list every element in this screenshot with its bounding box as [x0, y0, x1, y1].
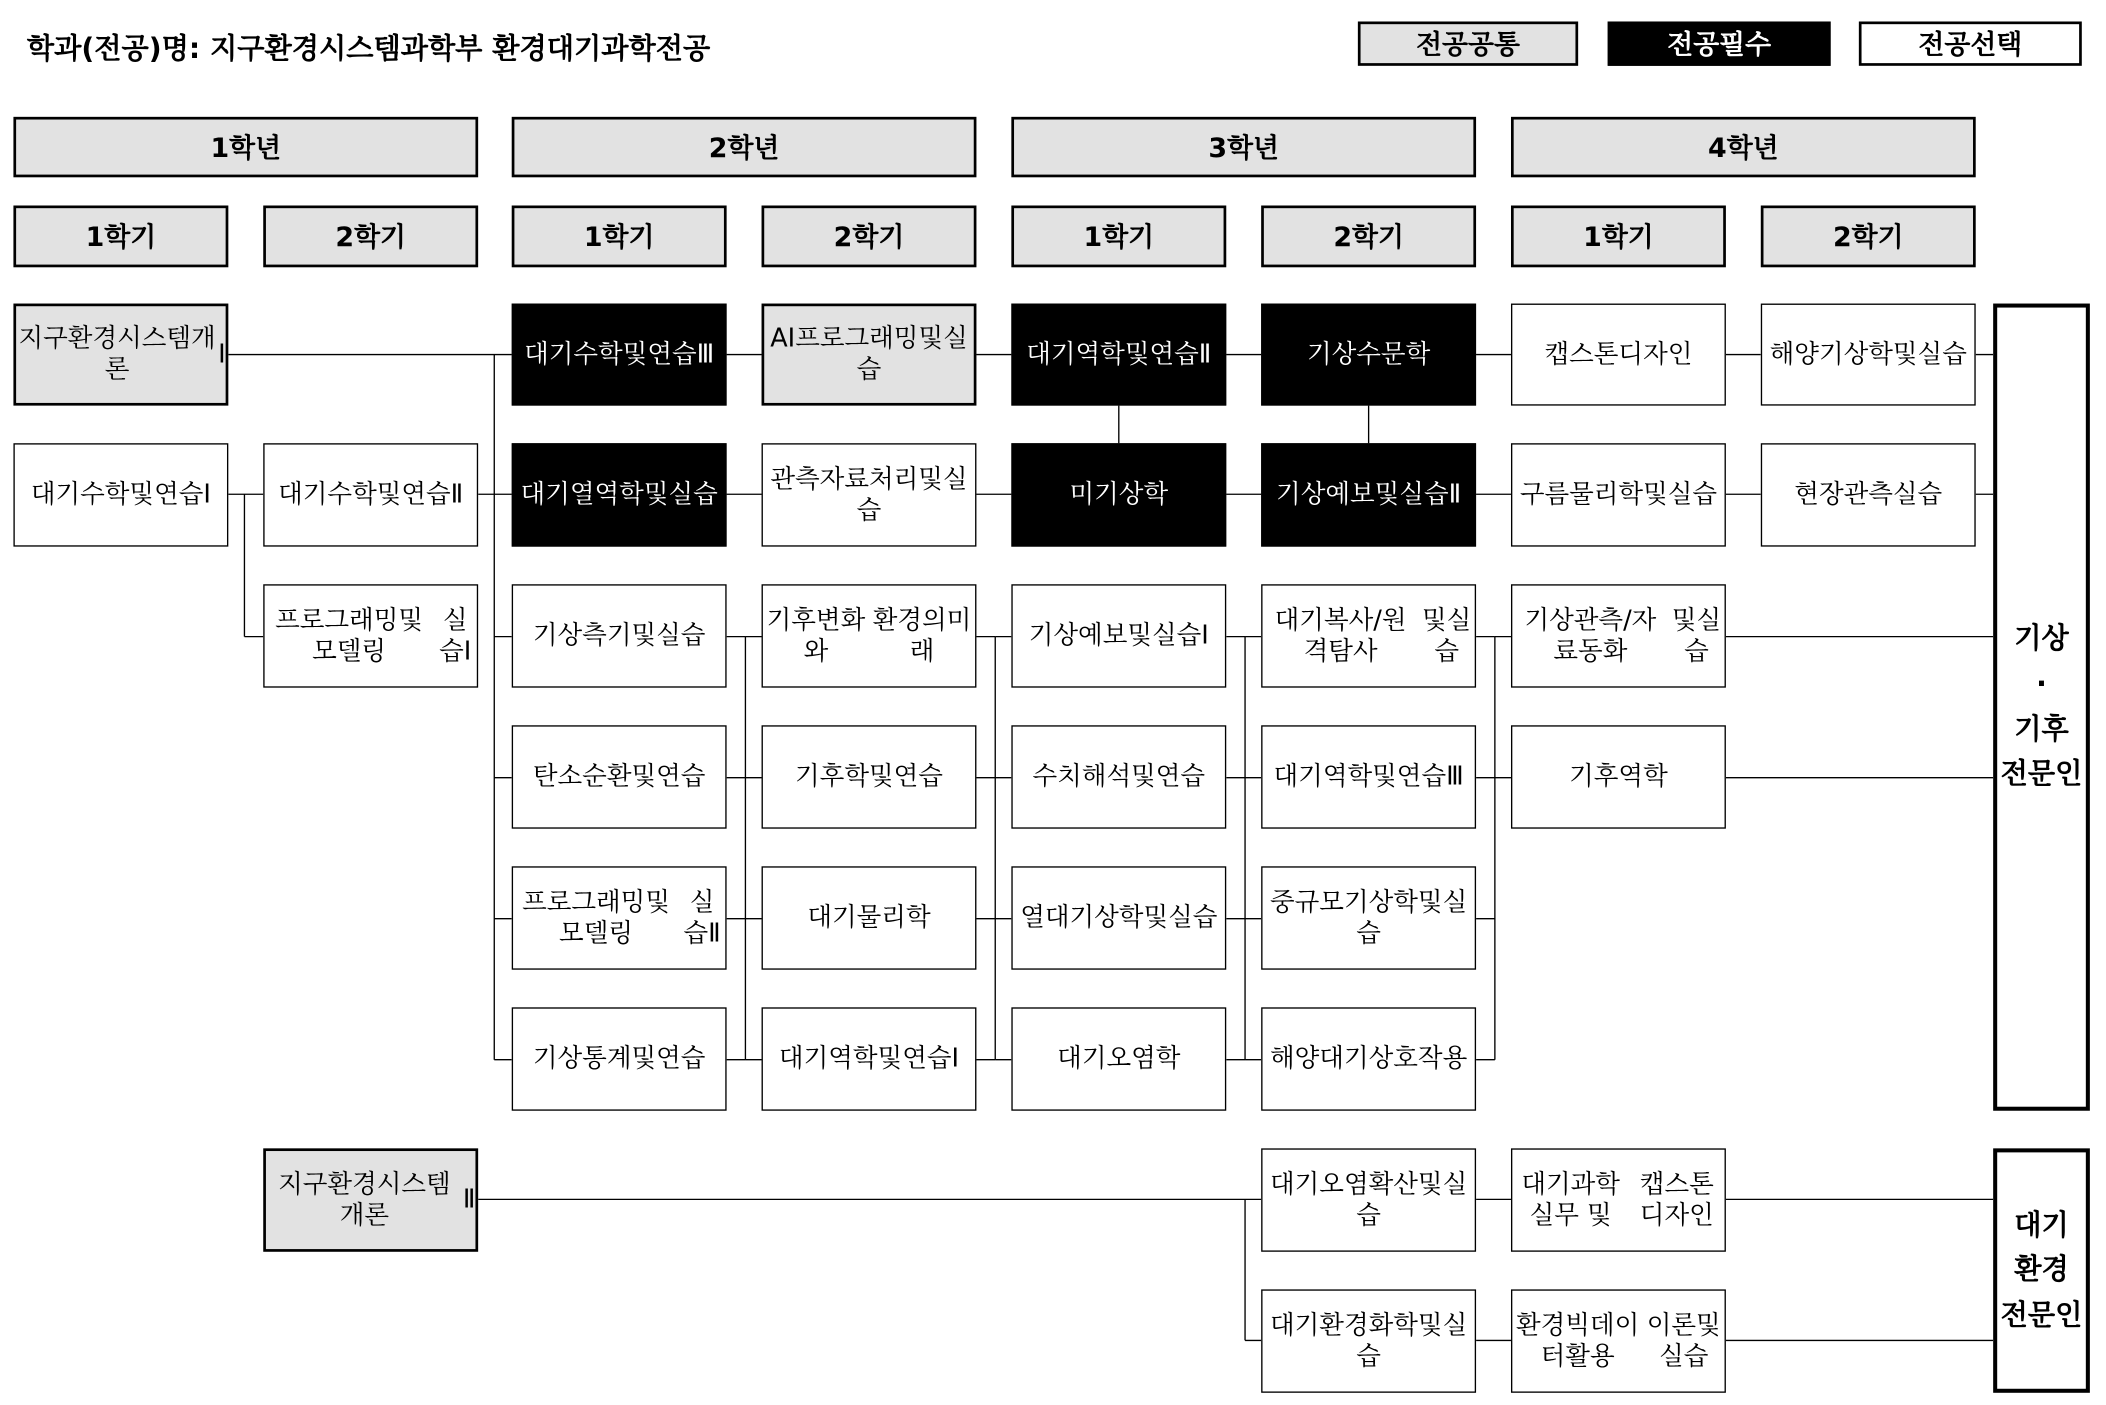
- course-line: 대기열역학및실습: [520, 479, 718, 510]
- course-atmos-dynamics-2: [1011, 304, 1226, 406]
- course-line: AI프로그래밍및실습: [770, 323, 968, 385]
- course-atmos-env-chemistry: [1261, 1289, 1476, 1392]
- course-line: 대기역학및연습Ⅱ: [1026, 339, 1212, 369]
- outcome-weather-climate-expert: [1993, 304, 2090, 1111]
- semester-header-y4s2: 2학기: [1761, 205, 1976, 267]
- course-air-pollution: [1011, 1007, 1226, 1110]
- course-capstone-design: [1511, 304, 1726, 406]
- course-met-instruments: [512, 584, 727, 687]
- course-line: 환경빅데이터활용: [1515, 1310, 1640, 1371]
- course-line: 대기역학및연습Ⅲ: [1273, 761, 1464, 792]
- course-line: 기상측기및실습: [532, 620, 706, 651]
- course-line: 프로그래밍및모델링: [275, 605, 424, 666]
- course-hydrometeorology: [1261, 304, 1476, 406]
- course-line: 미기상학: [1069, 479, 1169, 510]
- outcome-line: 기상: [2014, 622, 2069, 655]
- course-radiation-remote-sensing: [1261, 584, 1476, 687]
- course-line: 중규모기상학및실습: [1270, 887, 1468, 948]
- outcome-line: 전문인: [2000, 757, 2083, 790]
- year-header-1: 1학년: [13, 117, 478, 177]
- course-line: 기상예보및실습Ⅰ: [1028, 620, 1209, 651]
- course-line: 탄소순환및연습: [532, 761, 706, 792]
- course-obs-data-processing: [762, 443, 977, 546]
- course-line: 캡스톤디자인: [1544, 339, 1693, 369]
- course-line: 기상예보및실습Ⅱ: [1276, 479, 1462, 510]
- course-atmos-physics: [762, 866, 977, 969]
- course-line: Ⅰ: [218, 339, 226, 369]
- course-line: 대기역학및연습Ⅰ: [778, 1043, 960, 1074]
- course-atmos-dynamics-1: [762, 1007, 977, 1110]
- course-line: 기후역학: [1569, 761, 1668, 792]
- course-climate-dynamics: [1511, 725, 1726, 828]
- course-line: 해양대기상호작용: [1270, 1043, 1468, 1074]
- course-line: 수치해석및연습: [1032, 761, 1206, 792]
- course-cloud-physics: [1511, 443, 1726, 546]
- course-programming-modeling-2: [512, 866, 727, 969]
- course-line: 지구환경시스템개론: [278, 1169, 451, 1230]
- outcome-line: ·: [2036, 667, 2047, 700]
- course-line: 기상관측/자료동화: [1524, 605, 1657, 666]
- course-line: Ⅱ: [462, 1184, 476, 1215]
- course-atmos-math-3: [512, 304, 727, 406]
- course-line: 및실습: [1422, 605, 1472, 666]
- legend-required: 전공필수: [1608, 21, 1831, 65]
- course-line: 대기수학및연습Ⅱ: [278, 479, 464, 510]
- course-met-statistics: [512, 1007, 727, 1110]
- course-line: 기상통계및연습: [532, 1043, 706, 1074]
- semester-header-y1s1: 1학기: [13, 205, 228, 267]
- semester-header-y4s1: 1학기: [1511, 205, 1726, 267]
- course-line: 대기물리학: [807, 902, 931, 933]
- course-line: 프로그래밍및모델링: [522, 887, 670, 948]
- year-header-2: 2학년: [512, 117, 977, 177]
- department-title: 학과(전공)명: 지구환경시스템과학부 환경대기과학전공: [26, 32, 711, 65]
- outcome-line: 환경: [2014, 1253, 2069, 1286]
- outcome-line: 기후: [2014, 712, 2069, 745]
- course-env-big-data: [1511, 1289, 1726, 1392]
- course-numerical-analysis: [1011, 725, 1226, 828]
- course-line: 열대기상학및실습: [1020, 902, 1218, 933]
- course-line: 해양기상학및실습: [1769, 339, 1967, 369]
- course-line: 대기오염확산및실습: [1270, 1169, 1468, 1230]
- semester-header-y3s2: 2학기: [1261, 205, 1476, 267]
- course-line: 대기오염학: [1057, 1043, 1181, 1074]
- outcome-line: 대기: [2014, 1208, 2069, 1241]
- course-line: 환경의미래: [872, 605, 972, 666]
- course-line: 캡스톤디자인: [1639, 1169, 1714, 1230]
- course-marine-meteorology: [1761, 304, 1976, 406]
- course-line: 대기복사/원격탐사: [1274, 605, 1407, 666]
- course-atmos-math-1: [13, 443, 228, 546]
- course-line: 기상수문학: [1306, 339, 1431, 369]
- course-line: 기후학및연습: [795, 761, 943, 792]
- course-mesoscale-meteorology: [1261, 866, 1476, 969]
- course-obs-data-assimilation: [1511, 584, 1726, 687]
- course-atmos-dynamics-3: [1261, 725, 1476, 828]
- course-line: 대기과학실무 및: [1521, 1169, 1620, 1230]
- course-line: 및실습: [1671, 605, 1722, 666]
- semester-header-y3s1: 1학기: [1011, 205, 1226, 267]
- course-micrometeorology: [1011, 443, 1226, 546]
- course-line: 대기수학및연습Ⅲ: [524, 339, 715, 369]
- course-ai-programming: [762, 304, 977, 406]
- course-line: 기후변화와: [766, 605, 866, 666]
- legend-elective: 전공선택: [1859, 21, 2082, 65]
- year-header-4: 4학년: [1511, 117, 1976, 177]
- course-line: 실습Ⅰ: [439, 605, 472, 666]
- course-pollution-dispersion: [1261, 1148, 1476, 1251]
- course-earth-system-intro-1: [13, 304, 228, 406]
- course-carbon-cycle: [512, 725, 727, 828]
- course-tropical-meteorology: [1011, 866, 1226, 969]
- outcome-atmos-env-expert: [1993, 1148, 2090, 1392]
- course-atmos-practice-capstone: [1511, 1148, 1726, 1251]
- course-weather-forecast-1: [1011, 584, 1226, 687]
- course-line: 실습Ⅱ: [683, 887, 721, 948]
- course-climatology: [762, 725, 977, 828]
- year-header-3: 3학년: [1011, 117, 1476, 177]
- course-line: 구름물리학및실습: [1519, 479, 1718, 510]
- course-atmos-thermodynamics: [512, 443, 727, 546]
- course-ocean-atmos-interaction: [1261, 1007, 1476, 1110]
- legend-common: 전공공통: [1358, 21, 1578, 65]
- outcome-line: 전문인: [2000, 1298, 2083, 1331]
- course-earth-system-intro-2: [263, 1148, 478, 1251]
- course-climate-change-future: [762, 584, 977, 687]
- semester-header-y2s1: 1학기: [512, 205, 727, 267]
- course-field-observation: [1761, 443, 1976, 546]
- course-line: 이론및실습: [1646, 1310, 1721, 1371]
- course-line: 관측자료처리및실습: [770, 464, 968, 525]
- semester-header-y1s2: 2학기: [263, 205, 478, 267]
- course-programming-modeling-1: [263, 584, 478, 687]
- course-weather-forecast-2: [1261, 443, 1476, 546]
- course-line: 대기환경화학및실습: [1270, 1310, 1468, 1371]
- course-line: 대기수학및연습Ⅰ: [30, 479, 211, 510]
- semester-header-y2s2: 2학기: [762, 205, 977, 267]
- course-line: 지구환경시스템개론: [18, 323, 216, 385]
- course-atmos-math-2: [263, 443, 478, 546]
- course-line: 현장관측실습: [1794, 479, 1943, 510]
